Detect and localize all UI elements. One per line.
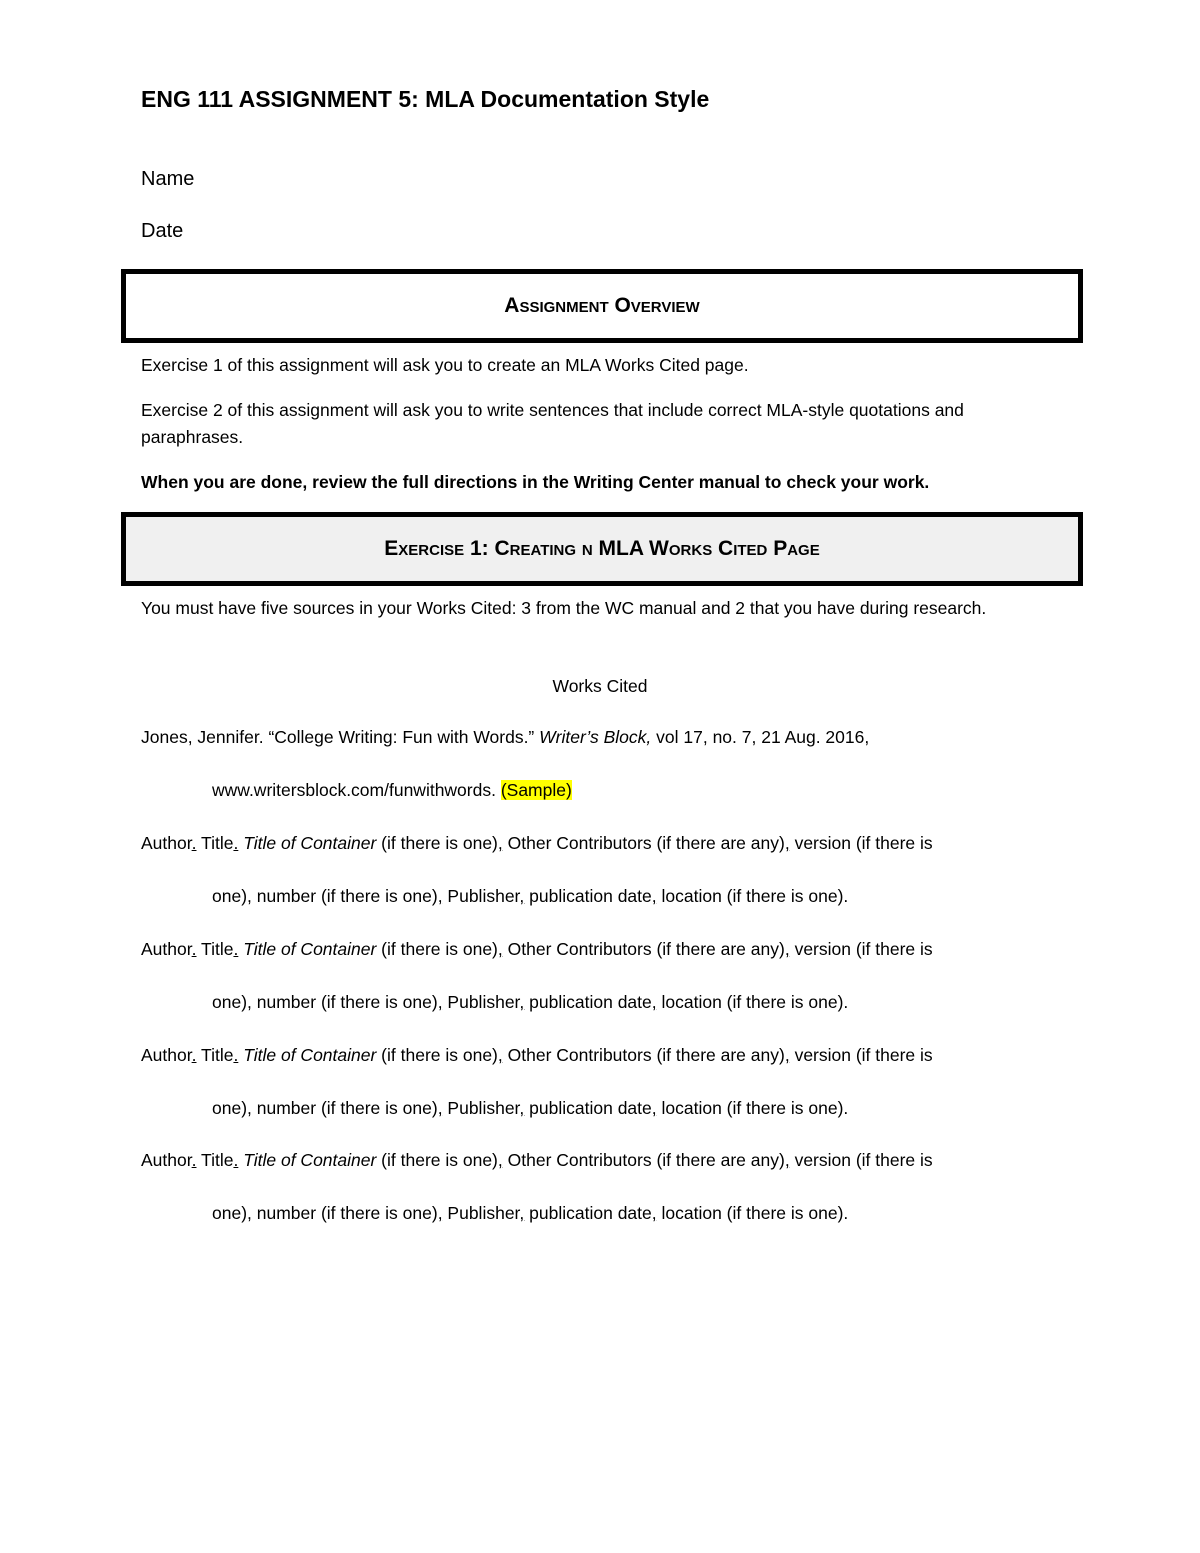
tpl-punct: .: [233, 939, 239, 959]
tpl-punct: ,: [784, 939, 790, 959]
tpl-pubdate: publication date: [524, 1098, 652, 1118]
sample-entry-container: Writer’s Block,: [539, 727, 652, 747]
exercise1-heading: Exercise 1: Creating n MLA Works Cited Page: [384, 537, 820, 560]
sample-tag-highlight: (Sample): [500, 780, 572, 800]
tpl-title: Title: [196, 1150, 234, 1170]
tpl-container: Title of Container: [243, 1150, 377, 1170]
tpl-one: one): [212, 1098, 248, 1118]
tpl-punct: ,: [784, 1045, 790, 1065]
tpl-punct: ,: [247, 1203, 252, 1223]
template-entry-1-line-2: [212, 886, 848, 907]
sample-entry-author-title: Jones, Jennifer. “College Writing: Fun with Words.”: [141, 727, 540, 747]
tpl-punct: ,: [519, 886, 525, 906]
tpl-punct: ,: [784, 833, 790, 853]
template-entry-2-line-2: [212, 992, 848, 1013]
tpl-pubdate: publication date: [524, 992, 652, 1012]
tpl-punct: ,: [651, 1098, 657, 1118]
tpl-title: Title: [196, 1045, 234, 1065]
tpl-pubdate: publication date: [524, 1203, 652, 1223]
template-entry-3-line-2: [212, 1098, 848, 1119]
assignment-title: ENG 111 ASSIGNMENT 5: MLA Documentation Style: [141, 86, 710, 112]
exercise1-instructions: You must have five sources in your Works Cited: 3 from the WC manual and 2 that you have during research.: [141, 598, 987, 618]
tpl-punct: ,: [247, 1098, 252, 1118]
sample-entry-line-2: [212, 780, 572, 801]
tpl-punct: .: [233, 1150, 239, 1170]
name-field-label: Name: [141, 168, 195, 190]
tpl-punct: ,: [437, 1203, 443, 1223]
tpl-location: location (if there is one).: [656, 1098, 849, 1118]
tpl-punct: ,: [437, 992, 443, 1012]
tpl-punct: .: [191, 1045, 197, 1065]
tpl-title: Title: [196, 833, 234, 853]
tpl-number: number (if there is one): [251, 1203, 438, 1223]
tpl-location: location (if there is one).: [656, 992, 849, 1012]
tpl-number: number (if there is one): [251, 992, 438, 1012]
tpl-contributors: Other Contributors (if there are any): [502, 939, 785, 959]
tpl-publisher: Publisher: [442, 886, 520, 906]
template-entry-4-line-2: [212, 1203, 848, 1224]
tpl-punct: ,: [437, 1098, 443, 1118]
tpl-punct: .: [233, 833, 239, 853]
tpl-version: version (if there is: [789, 939, 933, 959]
tpl-punct: ,: [651, 1203, 657, 1223]
sample-entry-url: www.writersblock.com/funwithwords.: [212, 780, 501, 800]
tpl-punct: .: [233, 1045, 239, 1065]
tpl-location: location (if there is one).: [656, 886, 849, 906]
overview-heading: Assignment Overview: [504, 294, 700, 317]
sample-entry-line-1: [141, 727, 869, 748]
tpl-number: number (if there is one): [251, 886, 438, 906]
tpl-contributors: Other Contributors (if there are any): [502, 1045, 785, 1065]
tpl-punct: ,: [497, 1150, 503, 1170]
tpl-author: Author: [141, 1150, 192, 1170]
tpl-publisher: Publisher: [442, 1098, 520, 1118]
tpl-punct: .: [191, 833, 197, 853]
tpl-version: version (if there is: [789, 833, 933, 853]
tpl-author: Author: [141, 833, 192, 853]
tpl-contributors: Other Contributors (if there are any): [502, 1150, 785, 1170]
tpl-punct: ,: [651, 886, 657, 906]
tpl-publisher: Publisher: [442, 992, 520, 1012]
tpl-container-note: (if there is one): [376, 939, 498, 959]
tpl-publisher: Publisher: [442, 1203, 520, 1223]
tpl-title: Title: [196, 939, 234, 959]
tpl-punct: ,: [247, 992, 252, 1012]
tpl-punct: ,: [437, 886, 443, 906]
tpl-container: Title of Container: [243, 939, 377, 959]
tpl-contributors: Other Contributors (if there are any): [502, 833, 785, 853]
tpl-container-note: (if there is one): [376, 833, 498, 853]
tpl-punct: ,: [519, 992, 525, 1012]
tpl-punct: .: [191, 1150, 197, 1170]
tpl-container: Title of Container: [243, 833, 377, 853]
overview-heading-box: [121, 269, 1083, 343]
tpl-punct: ,: [651, 992, 657, 1012]
tpl-container-note: (if there is one): [376, 1045, 498, 1065]
tpl-one: one): [212, 1203, 248, 1223]
template-entry-3-line-1: [141, 1045, 933, 1066]
tpl-punct: ,: [497, 1045, 503, 1065]
tpl-one: one): [212, 886, 248, 906]
overview-paragraph-3: When you are done, review the full directions in the Writing Center manual to check your work.: [141, 472, 930, 492]
tpl-punct: ,: [519, 1098, 525, 1118]
tpl-punct: ,: [519, 1203, 525, 1223]
template-entry-2-line-1: [141, 939, 933, 960]
tpl-punct: ,: [497, 833, 503, 853]
tpl-punct: ,: [784, 1150, 790, 1170]
tpl-container: Title of Container: [243, 1045, 377, 1065]
tpl-version: version (if there is: [789, 1150, 933, 1170]
date-field-label: Date: [141, 220, 184, 242]
overview-paragraph-1: Exercise 1 of this assignment will ask you to create an MLA Works Cited page.: [141, 355, 749, 375]
template-entry-1-line-1: [141, 833, 933, 854]
tpl-author: Author: [141, 939, 192, 959]
overview-paragraph-2: Exercise 2 of this assignment will ask you to write sentences that include correct MLA-style quotations and paraphrases.: [141, 400, 964, 447]
tpl-punct: .: [191, 939, 197, 959]
tpl-punct: ,: [497, 939, 503, 959]
sample-entry-details: vol 17, no. 7, 21 Aug. 2016,: [651, 727, 870, 747]
tpl-punct: ,: [247, 886, 252, 906]
tpl-pubdate: publication date: [524, 886, 652, 906]
exercise1-heading-box: [121, 512, 1083, 586]
tpl-number: number (if there is one): [251, 1098, 438, 1118]
tpl-location: location (if there is one).: [656, 1203, 849, 1223]
tpl-one: one): [212, 992, 248, 1012]
tpl-author: Author: [141, 1045, 192, 1065]
template-entry-4-line-1: [141, 1150, 933, 1171]
works-cited-title: Works Cited: [552, 676, 648, 696]
tpl-container-note: (if there is one): [376, 1150, 498, 1170]
tpl-version: version (if there is: [789, 1045, 933, 1065]
